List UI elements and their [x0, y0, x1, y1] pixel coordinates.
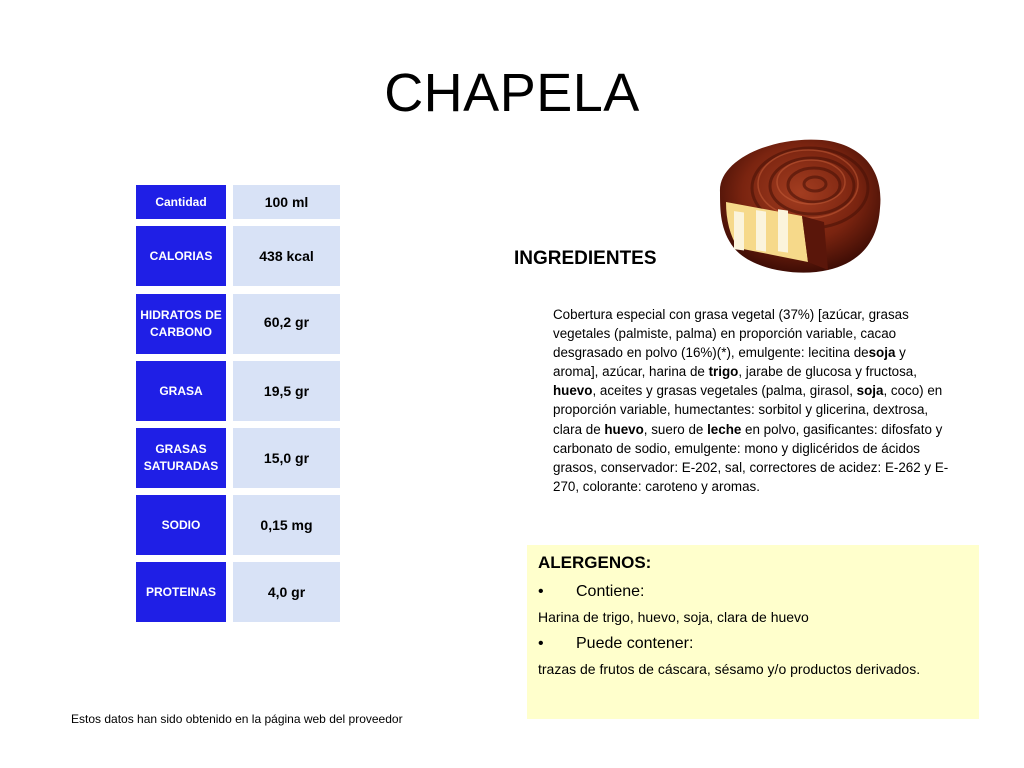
allergens-heading: ALERGENOS: — [538, 553, 652, 572]
chapela-product-image — [712, 130, 888, 280]
bullet-icon: • — [538, 635, 544, 652]
ingredients-allergen-huevo: huevo — [604, 421, 644, 437]
nutrition-label: HIDRATOS DE CARBONO — [136, 294, 226, 354]
ingredients-heading: INGREDIENTES — [514, 248, 657, 269]
nutrition-table — [136, 185, 340, 629]
ingredients-text-part: , aceites y grasas vegetales (palma, girasol, — [592, 383, 857, 399]
nutrition-label: GRASAS SATURADAS — [136, 428, 226, 488]
nutrition-row-sodio — [136, 495, 340, 555]
page-title: CHAPELA — [384, 63, 640, 123]
nutrition-value: 19,5 gr — [233, 361, 340, 421]
nutrition-row-grasa — [136, 361, 340, 421]
nutrition-label: SODIO — [136, 495, 226, 555]
bullet-icon: • — [538, 583, 544, 600]
nutrition-row-grasas-saturadas — [136, 428, 340, 488]
allergens-contains-text: Harina de trigo, huevo, soja, clara de huevo — [538, 609, 809, 625]
nutrition-value: 0,15 mg — [233, 495, 340, 555]
nutrition-value: 60,2 gr — [233, 294, 340, 354]
nutrition-value: 15,0 gr — [233, 428, 340, 488]
allergens-box — [527, 545, 979, 719]
nutrition-value: 4,0 gr — [233, 562, 340, 622]
allergens-may-contain-bullet — [538, 635, 968, 653]
ingredients-text-part: y aroma], azúcar, harina de — [553, 345, 906, 380]
nutrition-row-proteinas — [136, 562, 340, 622]
allergens-may-contain-text: trazas de frutos de cáscara, sésamo y/o productos derivados. — [538, 661, 921, 677]
ingredients-allergen-huevo: huevo — [553, 383, 593, 399]
ingredients-allergen-trigo: trigo — [708, 364, 739, 380]
ingredients-text-part: , jarabe de glucosa y fructosa, — [738, 364, 917, 380]
ingredients-allergen-leche: leche — [707, 421, 742, 437]
ingredients-allergen-soja: soja — [856, 383, 884, 399]
ingredients-text-part: , suero de — [643, 421, 708, 437]
nutrition-row-calorias — [136, 226, 340, 286]
allergens-may-contain-label: Puede contener: — [576, 635, 694, 652]
allergens-contains-bullet — [538, 583, 968, 601]
nutrition-label: PROTEINAS — [136, 562, 226, 622]
ingredients-allergen-soja: soja — [868, 345, 896, 361]
allergens-contains-label: Contiene: — [576, 583, 645, 600]
nutrition-row-cantidad — [136, 185, 340, 219]
ingredients-text-part: en polvo, gasificantes: difosfato y carbonato de sodio, emulgente: mono y diglicéridos de ácidos grasos, conservador: E-202, sal, correctores de acidez: E-262 y E-270, colorante: caroteno y aromas. — [553, 421, 949, 494]
source-footnote: Estos datos han sido obtenido en la página web del proveedor — [71, 712, 403, 726]
nutrition-value: 100 ml — [233, 185, 340, 219]
nutrition-row-hidratos — [136, 294, 340, 354]
nutrition-label: CALORIAS — [136, 226, 226, 286]
nutrition-value: 438 kcal — [233, 226, 340, 286]
ingredients-text-part: , coco) en proporción variable, humectantes: sorbitol y glicerina, dextrosa, clara de — [553, 383, 943, 437]
ingredients-text — [553, 305, 953, 496]
nutrition-label: GRASA — [136, 361, 226, 421]
ingredients-text-part: Cobertura especial con grasa vegetal (37%) [azúcar, grasas vegetales (palmiste, palma) en proporción variable, cacao desgrasado en polvo (16%)(*), emulgente: lecitina de — [553, 307, 909, 361]
nutrition-label: Cantidad — [136, 185, 226, 219]
